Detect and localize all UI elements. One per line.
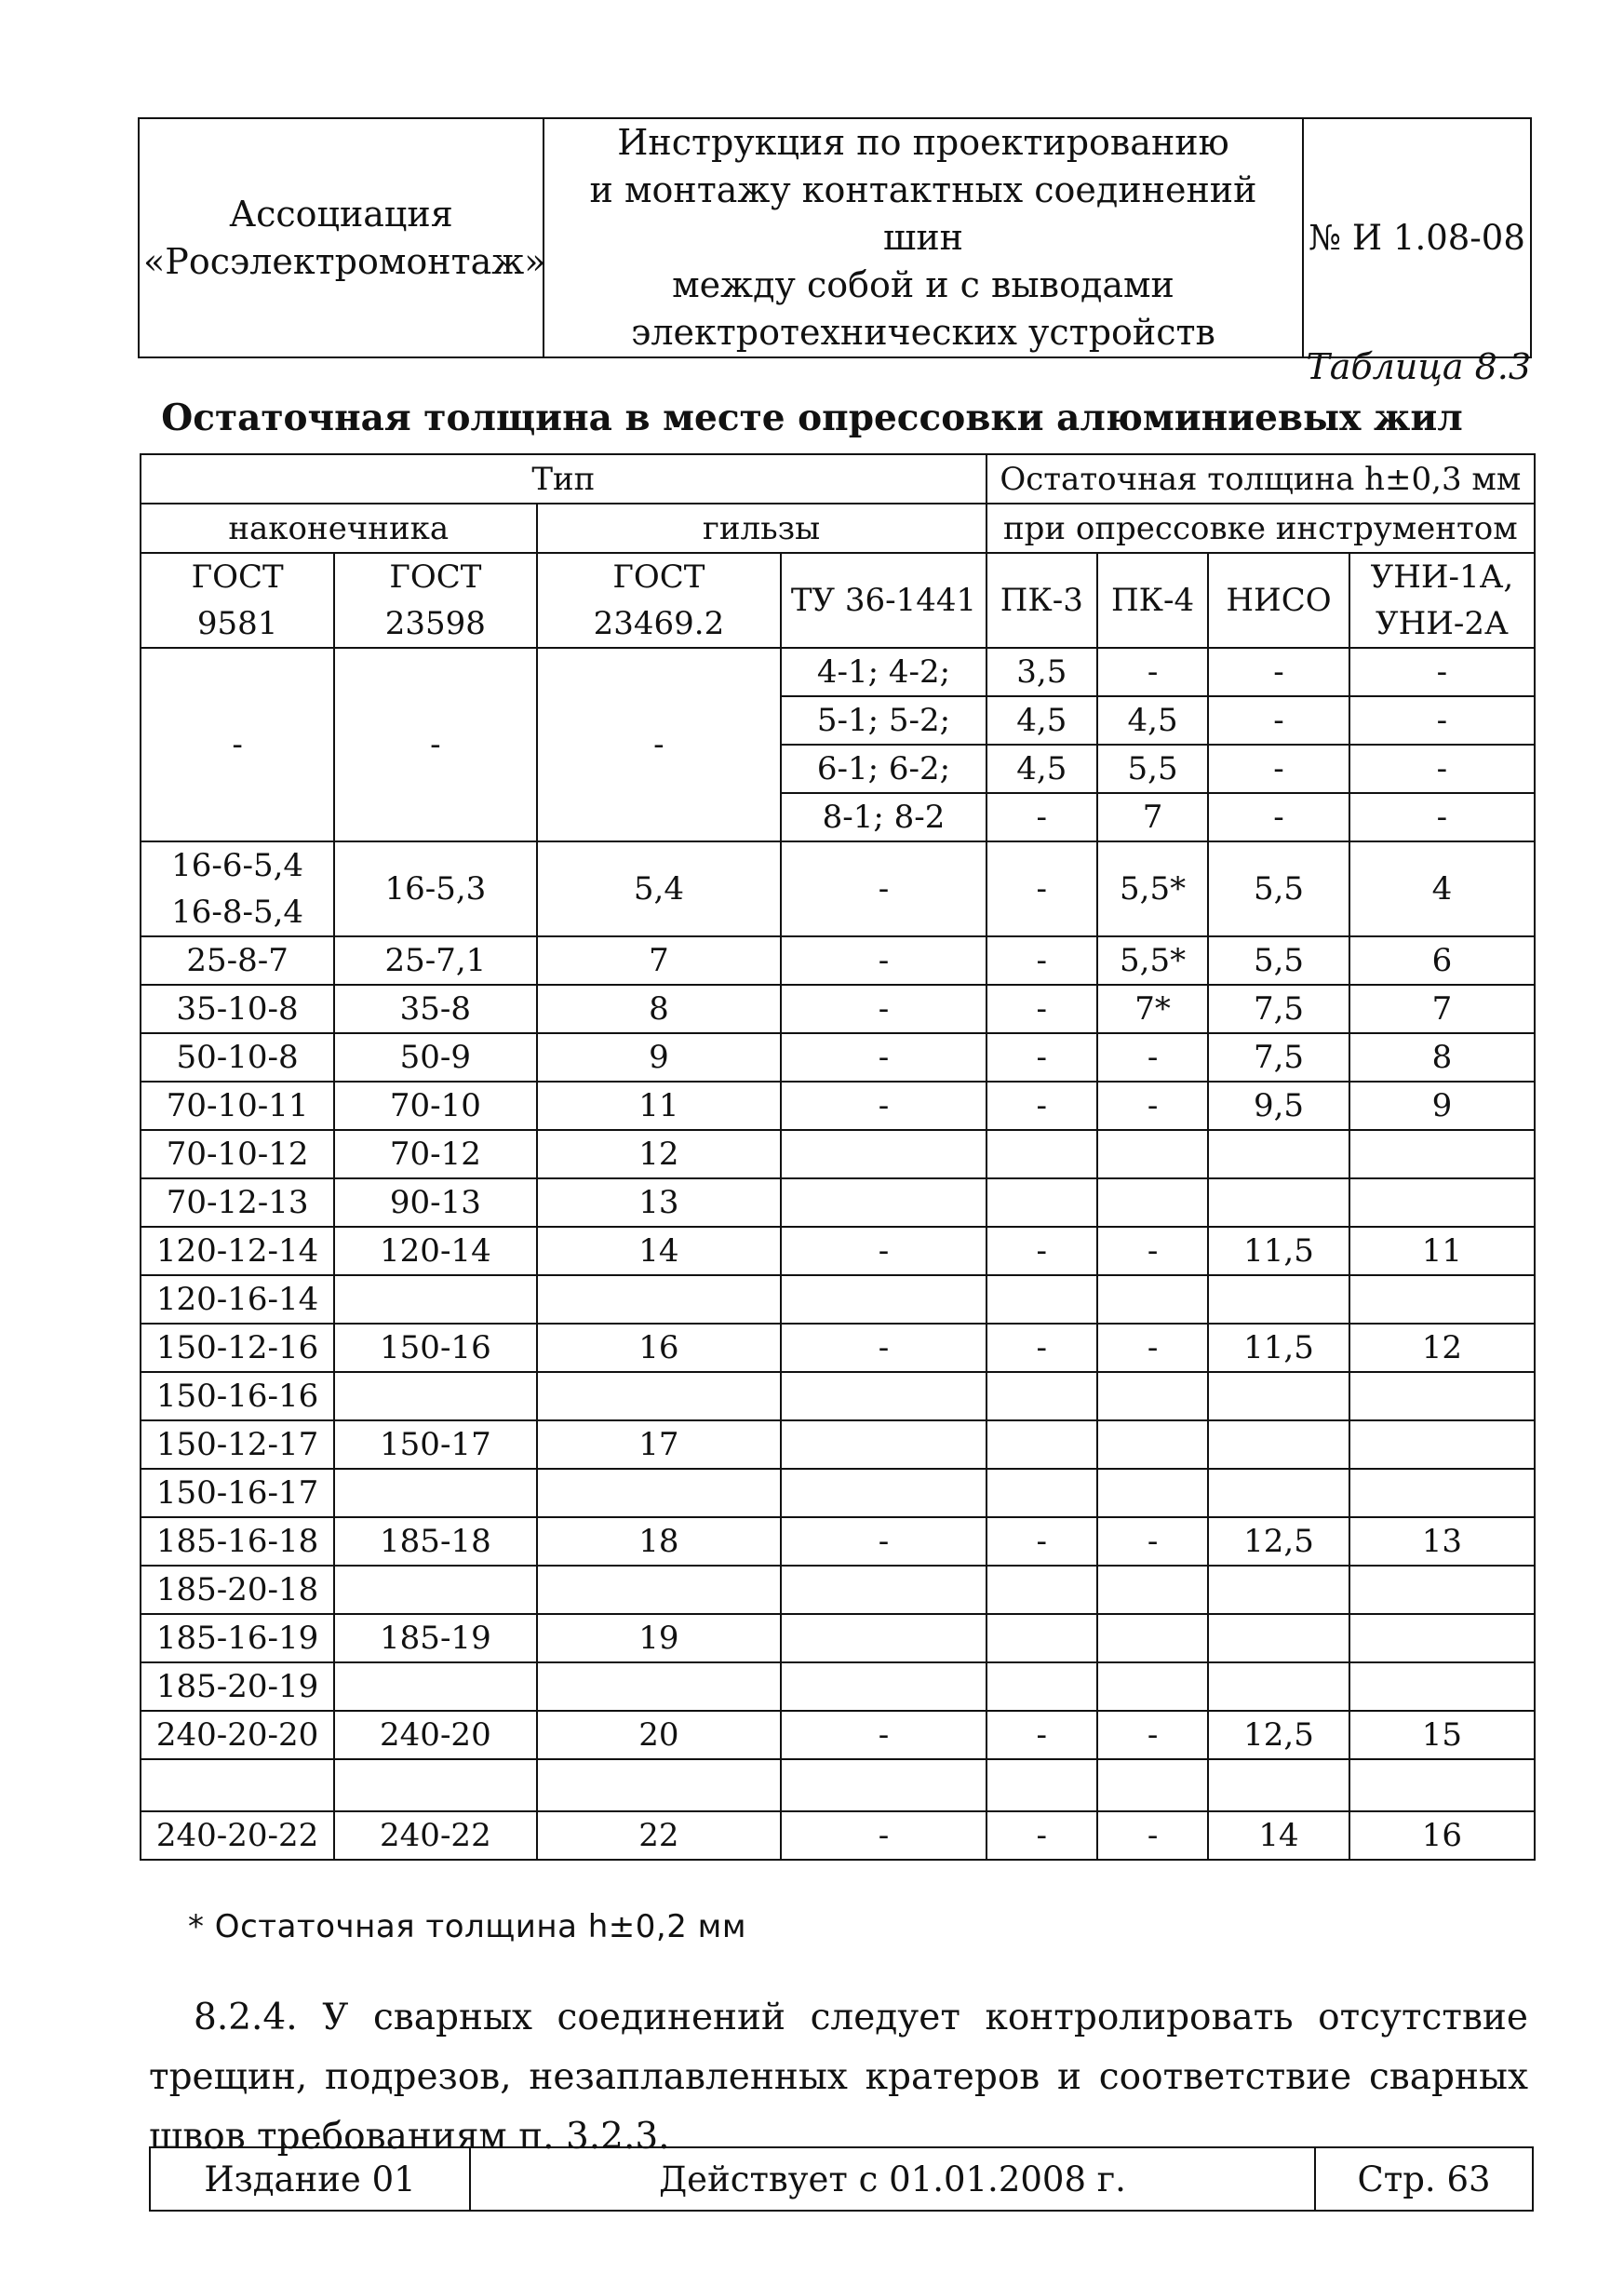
table-cell: 6-1; 6-2;: [781, 745, 986, 793]
table-cell: 7: [1097, 793, 1208, 841]
table-cell: -: [1097, 1033, 1208, 1082]
table-cell: [334, 1759, 536, 1811]
table-cell: 240-20-22: [141, 1811, 334, 1860]
table-cell: -: [781, 1324, 986, 1372]
table-cell: [1349, 1614, 1535, 1662]
header-uni-line2: УНИ-2А: [1376, 605, 1509, 642]
table-cell: [1349, 1178, 1535, 1227]
table-cell: 185-18: [334, 1517, 536, 1566]
table-cell: [1349, 1275, 1535, 1324]
table-cell: 70-12-13: [141, 1178, 334, 1227]
paragraph-text: 8.2.4. У сварных соединений следует контролировать отсутствие трещин, подрезов, незаплавленных кратеров и соответствие сварных швов требованиям п. 3.2.3.: [149, 1997, 1528, 2158]
header-gost-23598-line2: 23598: [384, 605, 486, 642]
table-cell: 12,5: [1208, 1711, 1349, 1759]
table-cell: [986, 1372, 1097, 1420]
table-cell: [1349, 1420, 1535, 1469]
header-uni: [1349, 553, 1535, 648]
table-cell: -: [141, 648, 334, 841]
table-cell: [334, 1566, 536, 1614]
document-header: [138, 117, 1532, 358]
table-row: [141, 1662, 1535, 1711]
table-row: [141, 1033, 1535, 1082]
table-cell: [334, 1275, 536, 1324]
table-cell: -: [1349, 793, 1535, 841]
header-lug: наконечника: [141, 504, 537, 553]
header-gost-9581-line1: ГОСТ: [191, 558, 284, 596]
table-cell: 11,5: [1208, 1324, 1349, 1372]
table-cell: 4: [1349, 841, 1535, 936]
table-cell: 14: [537, 1227, 782, 1275]
table-row: [141, 936, 1535, 985]
table-cell: [986, 1420, 1097, 1469]
table-cell: [781, 1759, 986, 1811]
table-cell: 120-12-14: [141, 1227, 334, 1275]
table-row: [141, 1420, 1535, 1469]
table-cell: [781, 1662, 986, 1711]
table-cell: [1208, 1372, 1349, 1420]
table-cell: 16: [537, 1324, 782, 1372]
table-cell: [537, 1662, 782, 1711]
table-cell: 35-10-8: [141, 985, 334, 1033]
document-title-line1: Инструкция по проектированию: [617, 122, 1229, 163]
table-cell: 18: [537, 1517, 782, 1566]
table-cell: [1349, 1662, 1535, 1711]
table-cell: 11: [537, 1082, 782, 1130]
document-title-cell: [544, 118, 1303, 357]
table-cell: 8: [1349, 1033, 1535, 1082]
table-cell: [1349, 1469, 1535, 1517]
table-cell: -: [986, 1082, 1097, 1130]
header-sleeve: гильзы: [537, 504, 986, 553]
table-cell: 15: [1349, 1711, 1535, 1759]
table-cell: [141, 1759, 334, 1811]
document-footer: [149, 2146, 1534, 2212]
table-cell: [781, 1275, 986, 1324]
table-cell: 90-13: [334, 1178, 536, 1227]
table-caption: Таблица 8.3: [1306, 346, 1531, 387]
table-cell: [986, 1178, 1097, 1227]
table-row: [141, 1566, 1535, 1614]
table-cell: 19: [537, 1614, 782, 1662]
table-cell: [1097, 1178, 1208, 1227]
table-cell: [781, 1178, 986, 1227]
table-cell: [1097, 1420, 1208, 1469]
header-gost-23469-line2: 23469.2: [593, 605, 725, 642]
table-cell: [537, 1275, 782, 1324]
table-cell: [537, 1759, 782, 1811]
table-cell: 16: [1349, 1811, 1535, 1860]
table-cell: [1208, 1178, 1349, 1227]
table-cell: [781, 1130, 986, 1178]
table-cell: 12: [537, 1130, 782, 1178]
table-row: [141, 1082, 1535, 1130]
table-cell: [1097, 1614, 1208, 1662]
header-gost-23598: [334, 553, 536, 648]
table-cell: 8-1; 8-2: [781, 793, 986, 841]
table-cell: 4,5: [986, 745, 1097, 793]
table-cell: -: [781, 841, 986, 936]
table-cell: -: [986, 1033, 1097, 1082]
table-cell: 5-1; 5-2;: [781, 696, 986, 745]
table-cell: 8: [537, 985, 782, 1033]
table-cell: [986, 1130, 1097, 1178]
table-cell: [986, 1566, 1097, 1614]
table-cell: 7*: [1097, 985, 1208, 1033]
table-cell: -: [537, 648, 782, 841]
document-number: № И 1.08-08: [1303, 118, 1531, 357]
table-cell: 4-1; 4-2;: [781, 648, 986, 696]
table-cell: -: [781, 985, 986, 1033]
table-row: [141, 1275, 1535, 1324]
table-row: [141, 1711, 1535, 1759]
header-gost-9581-line2: 9581: [196, 605, 278, 642]
header-pressing-tool: при опрессовке инструментом: [986, 504, 1535, 553]
table-cell: 13: [1349, 1517, 1535, 1566]
table-cell: 22: [537, 1811, 782, 1860]
document-title-line3: между собой и с выводами: [672, 264, 1174, 305]
table-cell: [334, 1372, 536, 1420]
table-row: [141, 1517, 1535, 1566]
table-cell: 35-8: [334, 985, 536, 1033]
table-cell: [1097, 1275, 1208, 1324]
table-row: [141, 1469, 1535, 1517]
table-cell: 185-19: [334, 1614, 536, 1662]
table-body: [141, 936, 1535, 1759]
table-row: [141, 1227, 1535, 1275]
table-cell: 7,5: [1208, 1033, 1349, 1082]
table-cell: [781, 1469, 986, 1517]
table-cell: 5,5*: [1097, 841, 1208, 936]
table-cell: 7: [1349, 985, 1535, 1033]
table-cell: [1208, 1275, 1349, 1324]
table-cell: -: [986, 1517, 1097, 1566]
table-cell: 120-16-14: [141, 1275, 334, 1324]
table-cell: -: [781, 1227, 986, 1275]
table-row: [141, 841, 1535, 936]
paragraph-8-2-4: [149, 1988, 1528, 2167]
table-cell: [1349, 1372, 1535, 1420]
header-uni-line1: УНИ-1А,: [1370, 558, 1514, 596]
table-cell: 13: [537, 1178, 782, 1227]
table-cell: [986, 1662, 1097, 1711]
table-cell: 240-20: [334, 1711, 536, 1759]
table-cell: 185-20-19: [141, 1662, 334, 1711]
table-cell: 6: [1349, 936, 1535, 985]
table-cell: 17: [537, 1420, 782, 1469]
table-row: [141, 1178, 1535, 1227]
header-gost-23469-line1: ГОСТ: [612, 558, 705, 596]
effective-date: Действует с 01.01.2008 г.: [470, 2147, 1315, 2211]
table-cell: 240-20-20: [141, 1711, 334, 1759]
table-cell: [1097, 1469, 1208, 1517]
table-cell: 70-10: [334, 1082, 536, 1130]
table-cell: -: [986, 1227, 1097, 1275]
table-cell: [334, 1469, 536, 1517]
table-cell: -: [334, 648, 536, 841]
table-cell: 16-5,3: [334, 841, 536, 936]
table-cell: [1208, 1759, 1349, 1811]
table-cell: 14: [1208, 1811, 1349, 1860]
table-cell: 5,5: [1097, 745, 1208, 793]
document-title-line4: электротехнических устройств: [631, 312, 1215, 353]
table-cell: 150-12-17: [141, 1420, 334, 1469]
table-cell: 4,5: [986, 696, 1097, 745]
table-cell: 9: [1349, 1082, 1535, 1130]
table-cell: [781, 1372, 986, 1420]
table-cell: 5,4: [537, 841, 782, 936]
table-cell: [986, 1469, 1097, 1517]
table-cell: -: [1208, 745, 1349, 793]
table-cell-line: 16-6-5,4: [171, 847, 304, 884]
table-cell: -: [1097, 1324, 1208, 1372]
table-cell: [1349, 1759, 1535, 1811]
table-cell: 150-12-16: [141, 1324, 334, 1372]
table-row: [141, 1130, 1535, 1178]
residual-thickness-table: [140, 453, 1536, 1861]
table-cell: 70-12: [334, 1130, 536, 1178]
table-cell: 4,5: [1097, 696, 1208, 745]
table-cell: -: [781, 1711, 986, 1759]
table-cell: -: [986, 1811, 1097, 1860]
header-gost-23598-line1: ГОСТ: [389, 558, 482, 596]
table-cell: -: [986, 1711, 1097, 1759]
table-cell: 20: [537, 1711, 782, 1759]
table-cell: 5,5: [1208, 841, 1349, 936]
table-cell: [1208, 1614, 1349, 1662]
table-cell: 185-16-19: [141, 1614, 334, 1662]
table-cell: -: [986, 1324, 1097, 1372]
table-row-empty: [141, 1759, 1535, 1811]
table-cell: [1097, 1759, 1208, 1811]
table-cell: [141, 841, 334, 936]
header-gost-9581: [141, 553, 334, 648]
header-niso: НИСО: [1208, 553, 1349, 648]
header-pk3: ПК-3: [986, 553, 1097, 648]
table-cell: -: [986, 936, 1097, 985]
table-cell: -: [986, 985, 1097, 1033]
table-cell: 5,5*: [1097, 936, 1208, 985]
header-tu: ТУ 36-1441: [781, 553, 986, 648]
table-cell: 11,5: [1208, 1227, 1349, 1275]
table-cell: -: [1208, 696, 1349, 745]
table-cell: -: [1097, 1517, 1208, 1566]
table-row: [141, 1324, 1535, 1372]
table-cell: [1097, 1130, 1208, 1178]
table-cell: 9: [537, 1033, 782, 1082]
table-cell: 150-16: [334, 1324, 536, 1372]
table-cell: 185-20-18: [141, 1566, 334, 1614]
table-cell: [1349, 1566, 1535, 1614]
table-cell: -: [781, 1082, 986, 1130]
table-cell: -: [986, 793, 1097, 841]
table-row: [141, 648, 1535, 696]
table-cell: -: [781, 936, 986, 985]
table-cell-line: 16-8-5,4: [171, 894, 304, 931]
header-pk4: ПК-4: [1097, 553, 1208, 648]
table-cell: -: [1097, 1811, 1208, 1860]
table-cell: -: [1349, 648, 1535, 696]
table-cell: [537, 1566, 782, 1614]
table-cell: [334, 1662, 536, 1711]
table-cell: 7: [537, 936, 782, 985]
table-cell: [1097, 1566, 1208, 1614]
table-cell: [781, 1614, 986, 1662]
table-cell: 25-7,1: [334, 936, 536, 985]
table-cell: 50-10-8: [141, 1033, 334, 1082]
table-cell: [1208, 1566, 1349, 1614]
table-cell: 185-16-18: [141, 1517, 334, 1566]
table-cell: [781, 1566, 986, 1614]
table-footnote: * Остаточная толщина h±0,2 мм: [188, 1908, 746, 1945]
page-number: Стр. 63: [1315, 2147, 1533, 2211]
organization-name-line1: Ассоциация: [229, 193, 453, 235]
table-cell: -: [781, 1811, 986, 1860]
table-cell: -: [1097, 1711, 1208, 1759]
table-cell: -: [1097, 648, 1208, 696]
table-cell: 70-10-11: [141, 1082, 334, 1130]
table-cell: 7,5: [1208, 985, 1349, 1033]
table-cell: 11: [1349, 1227, 1535, 1275]
table-row: [141, 1614, 1535, 1662]
table-cell: [1349, 1130, 1535, 1178]
table-cell: [1097, 1372, 1208, 1420]
table-cell: [986, 1614, 1097, 1662]
table-cell: 5,5: [1208, 936, 1349, 985]
table-cell: [1097, 1662, 1208, 1711]
table-cell: -: [986, 841, 1097, 936]
document-title-line2: и монтажу контактных соединений шин: [589, 169, 1257, 258]
table-cell: [986, 1275, 1097, 1324]
header-gost-23469: [537, 553, 782, 648]
table-title: Остаточная толщина в месте опрессовки алюминиевых жил: [161, 397, 1463, 439]
table-row: [141, 985, 1535, 1033]
table-cell: 150-17: [334, 1420, 536, 1469]
table-cell: 50-9: [334, 1033, 536, 1082]
table-cell: [537, 1372, 782, 1420]
table-cell: 9,5: [1208, 1082, 1349, 1130]
header-type: Тип: [141, 454, 986, 504]
table-row: [141, 1811, 1535, 1860]
header-residual-thickness: Остаточная толщина h±0,3 мм: [986, 454, 1535, 504]
table-cell: [1208, 1130, 1349, 1178]
table-cell: -: [781, 1033, 986, 1082]
table-cell: -: [1208, 648, 1349, 696]
table-cell: -: [1208, 793, 1349, 841]
table-cell: 150-16-17: [141, 1469, 334, 1517]
table-cell: [537, 1469, 782, 1517]
organization-cell: [139, 118, 544, 357]
table-cell: 3,5: [986, 648, 1097, 696]
table-cell: [781, 1420, 986, 1469]
table-cell: -: [1349, 745, 1535, 793]
table-cell: 12,5: [1208, 1517, 1349, 1566]
table-cell: 12: [1349, 1324, 1535, 1372]
table-cell: -: [1097, 1082, 1208, 1130]
edition-label: Издание 01: [150, 2147, 470, 2211]
table-cell: [1208, 1662, 1349, 1711]
table-row: [141, 1372, 1535, 1420]
table-cell: 25-8-7: [141, 936, 334, 985]
table-cell: 70-10-12: [141, 1130, 334, 1178]
table-cell: 120-14: [334, 1227, 536, 1275]
table-cell: [986, 1759, 1097, 1811]
table-cell: 150-16-16: [141, 1372, 334, 1420]
table-cell: [1208, 1420, 1349, 1469]
table-cell: -: [781, 1517, 986, 1566]
table-cell: -: [1097, 1227, 1208, 1275]
table-cell: [1208, 1469, 1349, 1517]
organization-name-line2: «Росэлектромонтаж»: [143, 240, 546, 282]
table-cell: -: [1349, 696, 1535, 745]
table-cell: 240-22: [334, 1811, 536, 1860]
